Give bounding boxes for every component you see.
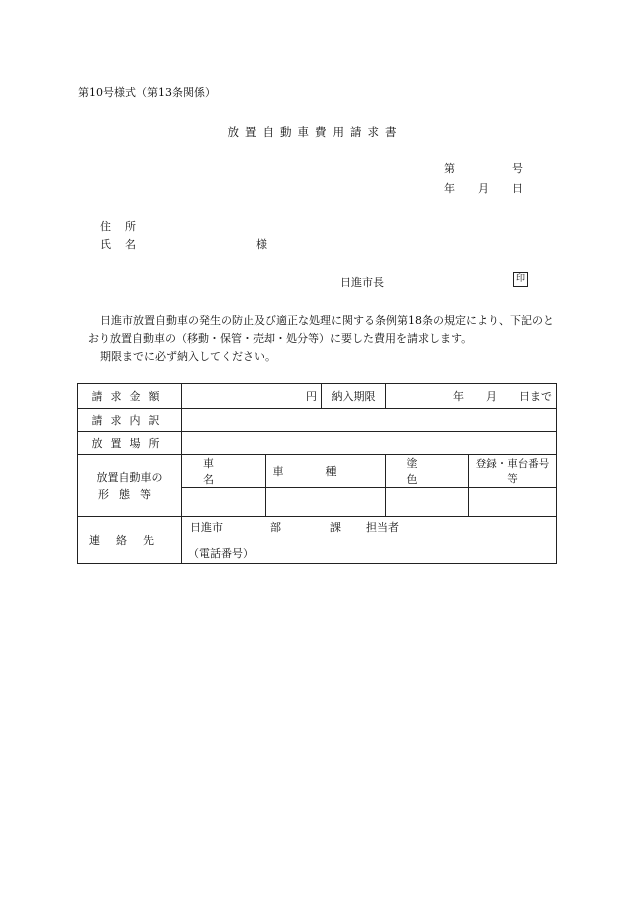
vehicle-label-line2: 形態等 xyxy=(98,487,161,501)
contact-label: 連絡先 xyxy=(78,517,182,564)
form-reference: 第10号様式（第13条関係） xyxy=(78,86,216,99)
color-header: 塗色 xyxy=(386,455,469,488)
honorific: 様 xyxy=(256,238,267,251)
amount-row xyxy=(78,384,557,409)
seal-mark: 印 xyxy=(513,272,528,287)
car-name-field xyxy=(182,488,266,517)
car-type-header: 車種 xyxy=(266,455,386,488)
amount-label: 請求金額 xyxy=(78,384,182,409)
name-label: 氏名 xyxy=(100,238,150,251)
vehicle-label-line1: 放置自動車の xyxy=(96,470,163,484)
breakdown-row xyxy=(78,409,557,432)
issuer-mayor: 日進市長 xyxy=(340,276,384,289)
due-year: 年 xyxy=(453,390,464,403)
color-field xyxy=(386,488,469,517)
vehicle-header-row xyxy=(78,455,557,488)
contact-field xyxy=(182,517,557,564)
date-month-label: 月 xyxy=(478,182,489,195)
breakdown-field xyxy=(182,409,557,432)
contact-phone: （電話番号） xyxy=(188,547,254,560)
due-day: 日まで xyxy=(519,390,552,403)
amount-field xyxy=(182,384,322,409)
location-field xyxy=(182,432,557,455)
car-name-header: 車名 xyxy=(182,455,266,488)
contact-city: 日進市 xyxy=(190,521,223,534)
contact-section: 課 xyxy=(330,521,341,534)
payment-notice: 期限までに必ず納入してください。 xyxy=(100,350,276,363)
location-label: 放置場所 xyxy=(78,432,182,455)
due-month: 月 xyxy=(486,390,497,403)
car-type-field xyxy=(266,488,386,517)
contact-department: 部 xyxy=(270,521,281,534)
number-suffix: 号 xyxy=(512,162,523,175)
contact-row xyxy=(78,517,557,564)
registration-field xyxy=(469,488,557,517)
request-table xyxy=(77,383,557,564)
request-paragraph: 日進市放置自動車の発生の防止及び適正な処理に関する条例第18条の規定により、下記のとおり放置自動車の（移動・保管・売却・処分等）に要した費用を請求します。 xyxy=(88,314,554,345)
request-text xyxy=(88,312,554,366)
vehicle-label xyxy=(78,455,182,517)
due-label: 納入期限 xyxy=(322,384,386,409)
date-day-label: 日 xyxy=(512,182,523,195)
address-label: 住所 xyxy=(100,220,150,233)
breakdown-label: 請求内訳 xyxy=(78,409,182,432)
registration-header: 登録・車台番号等 xyxy=(469,455,557,488)
contact-person: 担当者 xyxy=(366,521,399,534)
yen-unit: 円 xyxy=(306,390,317,403)
location-row xyxy=(78,432,557,455)
number-prefix: 第 xyxy=(444,162,455,175)
document-title: 放置自動車費用請求書 xyxy=(227,125,403,139)
due-date-field xyxy=(386,384,557,409)
date-year-label: 年 xyxy=(444,182,455,195)
